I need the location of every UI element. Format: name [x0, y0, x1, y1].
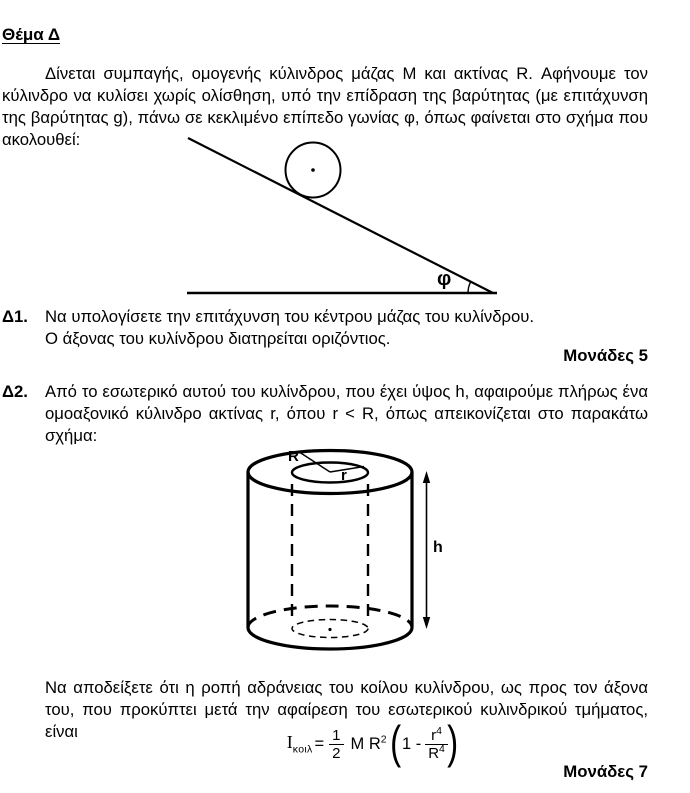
formula-equals-sign: =: [314, 734, 325, 753]
ratio-num-base: r: [431, 726, 437, 744]
one-half-fraction: [329, 727, 343, 762]
fraction-denominator: 2: [329, 744, 343, 762]
page-title: Θέμα Δ: [2, 25, 61, 44]
d1-points-label: Μονάδες 5: [563, 346, 648, 365]
question-d2-text: Από το εσωτερικό αυτού του κυλίνδρου, που έχει ύψος h, αφαιρούμε πλήρως ένα ομοαξονικό κύλινδρο ακτίνας r, όπου r < R, όπως απεικονίζεται στο παρακάτω σχήμα:: [45, 382, 648, 445]
question-d1-line2: Ο άξονας του κυλίνδρου διατηρείται οριζόντιος.: [45, 329, 391, 348]
formula-subscript: κοιλ: [292, 743, 313, 756]
intro-paragraph: Δίνεται συμπαγής, ομογενής κύλινδρος μάζας Μ και ακτίνας R. Αφήνουμε τον κύλινδρο να κυλίσει χωρίς ολίσθηση, υπό την επίδραση της βαρύτητας (με επιτάχυνση της βαρύτητας g), πάνω σε κεκλιμένο επίπεδο γωνίας φ, όπως φαίνεται στο σχήμα που ακολουθεί:: [2, 63, 648, 149]
inner-top-ellipse: [292, 463, 368, 483]
ratio-numerator: [428, 724, 445, 744]
height-label: h: [433, 539, 443, 556]
ratio-den-base: R: [428, 744, 440, 762]
question-d2: [2, 381, 648, 447]
question-d2-label: Δ2.: [2, 382, 28, 401]
formula-symbol-I: I: [286, 732, 293, 753]
outer-radius-label: R: [288, 448, 299, 465]
d2-points-label: Μονάδες 7: [563, 762, 648, 781]
question-d1: [2, 306, 648, 350]
ratio-den-exponent: 4: [439, 742, 445, 755]
angle-arc: [468, 282, 471, 293]
radius-ratio-fraction: [425, 724, 448, 762]
question-d1-line1: Να υπολογίσετε την επιτάχυνση του κέντρου μάζας του κυλίνδρου.: [45, 307, 535, 326]
one-minus-term: 1 -: [401, 734, 422, 753]
cylinder-center-dot: [311, 168, 315, 172]
ratio-denominator: [425, 744, 448, 762]
base-center-dot: [328, 628, 331, 631]
question-d1-label: Δ1.: [2, 307, 28, 326]
height-arrowhead-bottom: [423, 617, 430, 629]
formula-lhs: [287, 732, 313, 755]
radius-exponent: 2: [380, 733, 387, 745]
cylinder-figure: [0, 443, 690, 658]
outer-bottom-back-arc: [248, 606, 412, 628]
ratio-num-exponent: 4: [436, 724, 442, 737]
angle-phi-label: φ: [437, 268, 452, 290]
question-d1-text: [45, 306, 648, 350]
mass-radius-term: [351, 735, 387, 754]
incline-figure: [0, 132, 690, 302]
close-parenthesis: ): [447, 715, 459, 768]
fraction-numerator: 1: [332, 726, 341, 744]
open-parenthesis: (: [389, 715, 401, 768]
height-arrowhead-top: [423, 471, 430, 483]
mass-radius-base: M R: [350, 734, 381, 753]
proof-request-paragraph: Να αποδείξετε ότι η ροπή αδράνειας του κοίλου κυλίνδρου, ως προς τον άξονα του, που προκύπτει μετά την αφαίρεση του εσωτερικού κυλινδρικού τμήματος, είναι: [45, 677, 648, 741]
inner-radius-label: r: [341, 467, 347, 484]
